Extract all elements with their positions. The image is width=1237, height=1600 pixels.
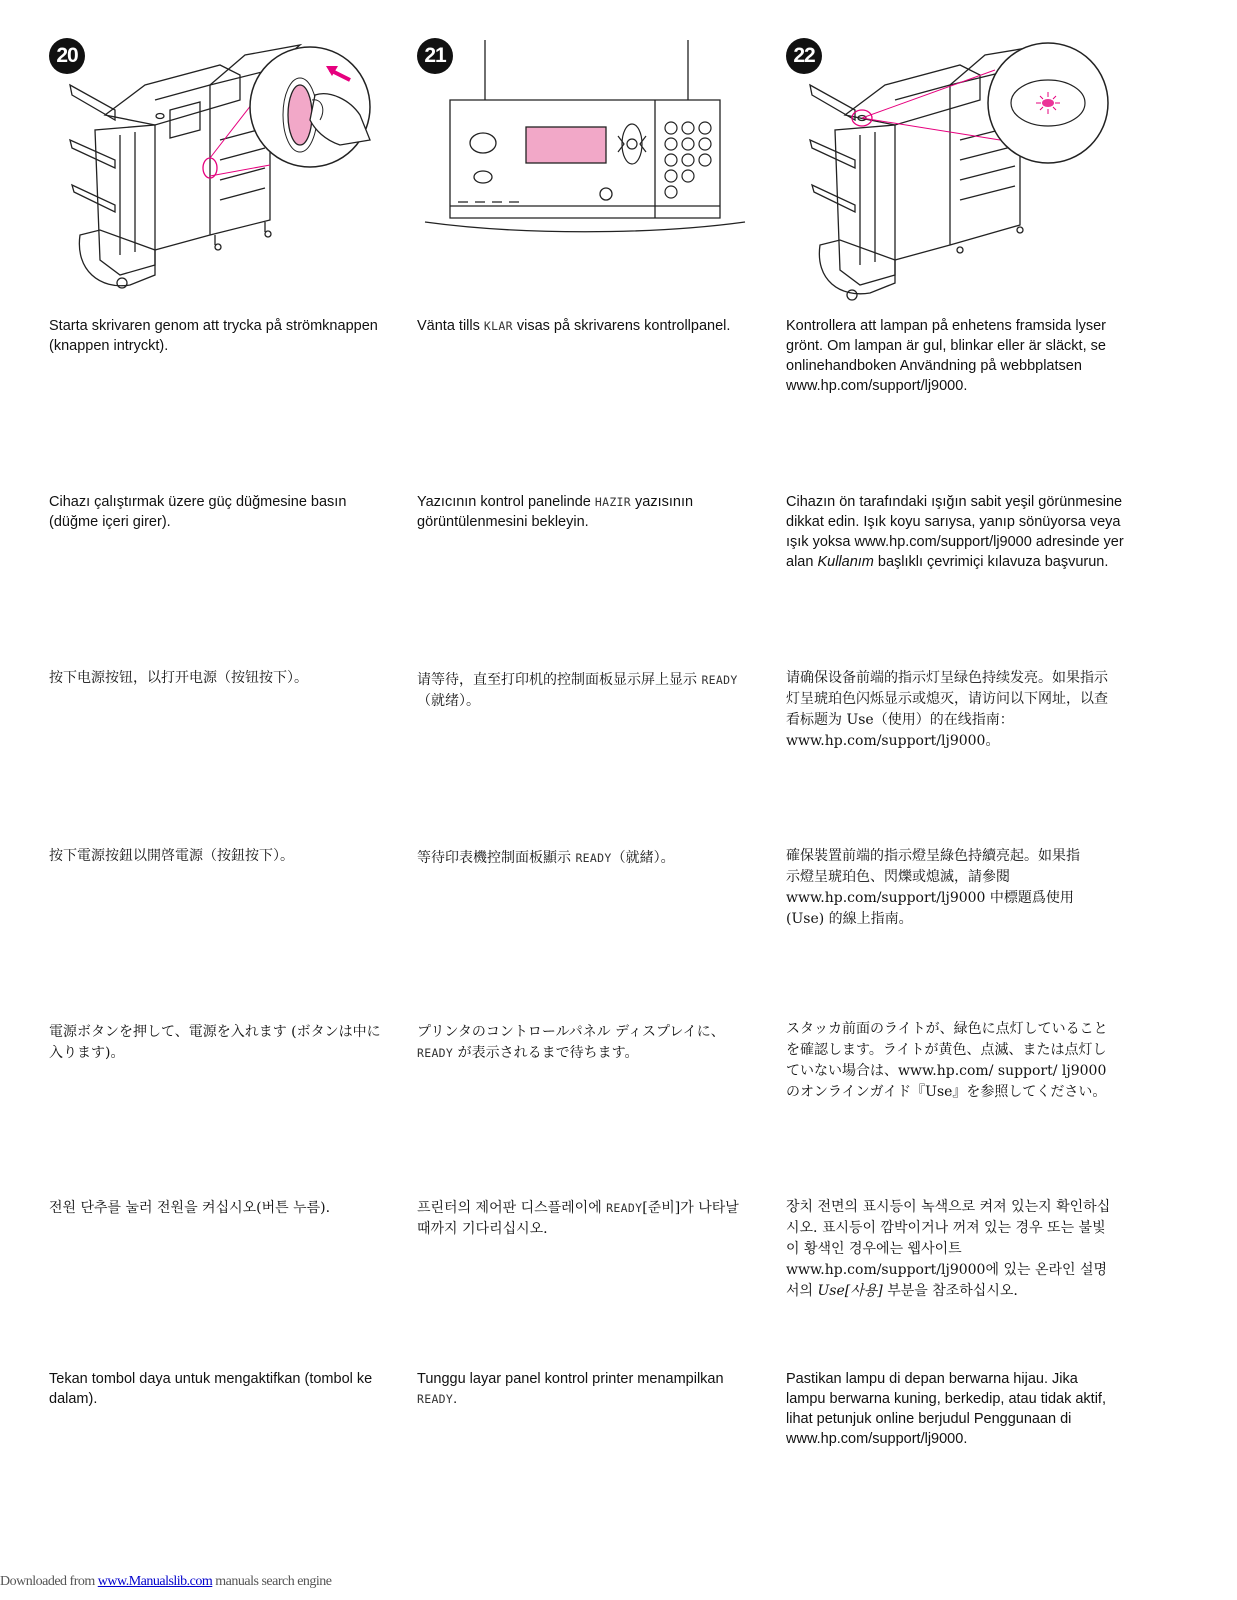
zh-cn-step21-text	[417, 670, 762, 712]
ko-step21-text	[417, 1198, 752, 1240]
turkish-step20-text: Cihazı çalıştırmak üzere güç düğmesine basın (düğme içeri girer).	[49, 494, 347, 530]
ja-step21-pre: プリンタのコントロールパネル ディスプレイに、	[417, 1024, 725, 1040]
ko-step22-text	[786, 1197, 1116, 1302]
printer-power-button-illustration	[60, 40, 380, 295]
footer-pre: Downloaded from	[0, 1574, 98, 1589]
control-panel-illustration	[420, 40, 750, 240]
download-footer	[0, 1574, 332, 1590]
turkish-step22-post: başlıklı çevrimiçi kılavuza başvurun.	[873, 554, 1109, 570]
ja-step20-text: 電源ボタンを押して、電源を入れます (ボタンは中に入ります)。	[49, 1024, 381, 1061]
zh-tw-step21-text	[417, 848, 762, 869]
zh-cn-step21-pre: 请等待，直至打印机的控制面板显示屏上显示	[417, 672, 702, 688]
footer-post: manuals search engine	[212, 1574, 332, 1589]
zh-cn-step22-text: 请确保设备前端的指示灯呈绿色持续发亮。如果指示灯呈琥珀色闪烁显示或熄灭，请访问以下网址，以查看标题为 Use（使用）的在线指南：www.hp.com/support/lj9000。	[786, 670, 1108, 749]
step-badge-21: 21	[417, 38, 453, 74]
zh-tw-step21-post: （就緒）。	[611, 850, 675, 866]
turkish-step22-text	[786, 492, 1131, 572]
ko-guide-title: Use[사용]	[817, 1283, 883, 1299]
id-step20-text: Tekan tombol daya untuk mengaktifkan (tombol ke dalam).	[49, 1371, 373, 1407]
turkish-step21-pre: Yazıcının kontrol panelinde	[417, 494, 595, 510]
zh-cn-display-code: READY	[701, 673, 738, 687]
zh-tw-step21-pre: 等待印表機控制面板顯示	[417, 850, 576, 866]
zh-tw-step20-text: 按下電源按鈕以開啓電源（按鈕按下）。	[49, 848, 294, 864]
ja-step21-text	[417, 1022, 752, 1064]
id-step21-post: .	[453, 1391, 458, 1407]
printer-indicator-light-illustration	[800, 40, 1125, 305]
manualslib-link[interactable]: www.Manualslib.com	[97, 1574, 213, 1589]
ko-step21-pre: 프린터의 제어판 디스플레이에	[417, 1200, 607, 1216]
ko-step20-text: 전원 단추를 눌러 전원을 켜십시오(버튼 누름).	[49, 1200, 331, 1216]
swedish-display-code: KLAR	[483, 319, 513, 333]
id-step21-text	[417, 1369, 762, 1409]
swedish-step22-text: Kontrollera att lampan på enhetens framsida lyser grönt. Om lampan är gul, blinkar eller är släckt, se onlinehandboken Användning på webbplatsen www.hp.com/support/lj9000.	[786, 318, 1106, 394]
turkish-guide-title: Kullanım	[817, 554, 874, 570]
ko-step21-post: [준비]가 나타날 때까지 기다리십시오.	[417, 1200, 739, 1237]
id-step21-pre: Tunggu layar panel kontrol printer menampilkan	[417, 1371, 724, 1387]
ja-step21-post: が表示されるまで待ちます。	[453, 1045, 639, 1061]
zh-tw-display-code: READY	[575, 851, 612, 865]
zh-cn-step20-text: 按下电源按钮，以打开电源（按钮按下）。	[49, 670, 308, 686]
turkish-display-code: HAZIR	[594, 495, 631, 509]
ko-step22-post: 부분을 참조하십시오.	[882, 1283, 1018, 1299]
zh-tw-step22-text: 確保裝置前端的指示燈呈綠色持續亮起。如果指示燈呈琥珀色、閃爍或熄滅，請參閱www.hp.com/support/lj9000 中標題爲使用 (Use) 的線上指南。	[786, 848, 1080, 927]
id-display-code: READY	[417, 1392, 454, 1406]
step-badge-20: 20	[49, 38, 85, 74]
swedish-step21-text	[417, 316, 762, 336]
turkish-step21-post: yazısının görüntülenmesini bekleyin.	[417, 494, 694, 530]
zh-cn-step21-post: （就绪）。	[417, 693, 480, 709]
swedish-step21-pre: Vänta tills	[417, 318, 484, 334]
ko-step22-pre: 장치 전면의 표시등이 녹색으로 켜져 있는지 확인하십시오. 표시등이 깜박이거나 꺼져 있는 경우 또는 불빛이 황색인 경우에는 웹사이트 www.hp.com/support/lj9000에 있는 온라인 설명서의	[786, 1199, 1111, 1299]
ja-step22-text: スタッカ前面のライトが、緑色に点灯していることを確認します。ライトが黄色、点滅、または点灯していない場合は、www.hp.com/ support/ lj9000 のオンラインガイド『Use』を参照してください。	[786, 1021, 1108, 1100]
swedish-step21-post: visas på skrivarens kontrollpanel.	[512, 318, 731, 334]
id-step22-text: Pastikan lampu di depan berwarna hijau. Jika lampu berwarna kuning, berkedip, atau tidak aktif, lihat petunjuk online berjudul Penggunaan di www.hp.com/support/lj9000.	[786, 1371, 1106, 1447]
turkish-step21-text	[417, 492, 762, 532]
step-badge-22: 22	[786, 38, 822, 74]
turkish-step22-pre: Cihazın ön tarafındaki ışığın sabit yeşil görünmesine dikkat edin. Işık koyu sarıysa, yanıp sönüyorsa veya ışık yoksa www.hp.com/support/lj9000 adresinde yer alan	[786, 494, 1124, 570]
ja-display-code: READY	[417, 1046, 454, 1060]
ko-display-code: READY	[606, 1201, 643, 1215]
swedish-step20-text: Starta skrivaren genom att trycka på strömknappen (knappen intryckt).	[49, 318, 378, 354]
